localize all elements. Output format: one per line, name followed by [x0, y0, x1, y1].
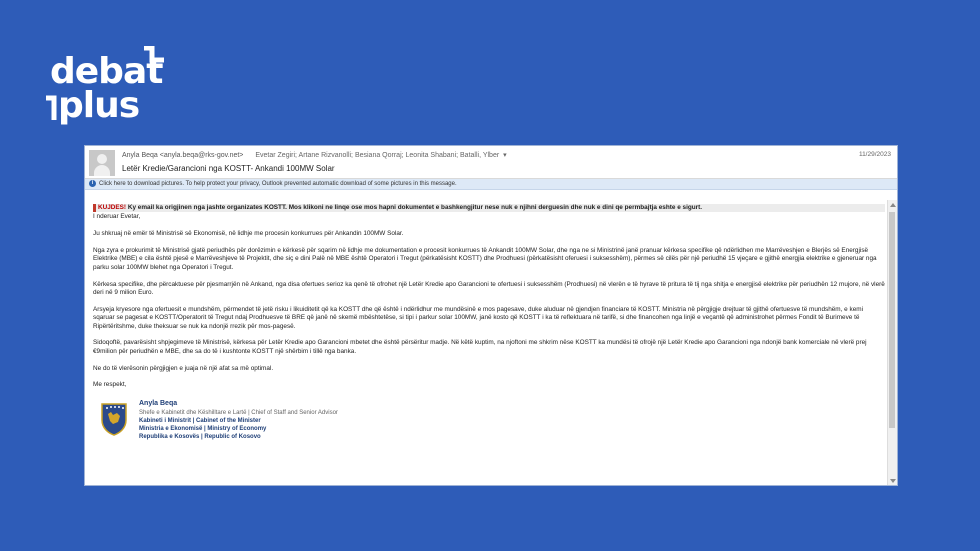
- email-header: [85, 146, 897, 179]
- body-paragraph: Nga zyra e prokurimit të Ministrisë gjatë periudhës për dorëzimin e kërkesë për sqarim në lidhje me dokumentation e procesit konkurrues të Ankandit 100MW Solar, dhe nga ne si Ministrinë janë pranuar kërkesa specifike që ndërlidhen me Marrëveshjen e Blerjës së Energjisë Elektrike (MBE) e cila është pjesë e Marrëveshjeve të Projektit, dhe siç e dini Palë në MBE është Operatori i Tregut (përkatësisht KOSTT) dhe Prodhuesi (përkatësisht oferuesi i suksesshëm), përmes së cilës për një periudhë 15 vjeçare e gjithë energjia elektrike e gjeneruar nga parku solar 100MW blehet nga Operatori i Tregut.: [93, 247, 877, 271]
- info-icon: i: [89, 180, 96, 187]
- signature-block: [93, 398, 885, 448]
- logo-word-plus: plus: [58, 85, 140, 126]
- signature-text: [139, 400, 338, 441]
- closing: Me respekt,: [93, 381, 127, 389]
- recipients-expand-icon[interactable]: ▾: [503, 152, 507, 159]
- greeting: I nderuar Evetar,: [93, 213, 141, 221]
- debatplus-logo: [44, 46, 174, 130]
- scroll-thumb[interactable]: [889, 212, 895, 428]
- recipients-list[interactable]: Evetar Zegiri; Artane Rizvanolli; Besiana Qorraj; Leonita Shabani; Batalli, Ylber: [255, 152, 500, 159]
- logo-corner-mark-icon: [140, 46, 166, 72]
- signature-name: Anyla Beqa: [139, 400, 178, 408]
- kosovo-emblem-icon: [99, 402, 129, 436]
- warning-label: KUJDES!: [98, 204, 127, 211]
- email-body: [93, 204, 885, 484]
- email-date: 11/29/2023: [858, 151, 891, 158]
- body-paragraph: Sidoqoftë, pavarësisht shpjegimeve të Ministrisë, kërkesa për Letër Kredie apo Garancioni mbetet dhe është përsëritur madje. Në këtë kuptim, na njoftoni me shkrim nëse KOSTT ka mundësi të ofrojë një Letër Kredie apo Garancioni nga ndonjë bank komerciale në vlerë prej €9milion për periudhën e MBE, dhe sa do të i kushtonte KOSTT një shërbim i tillë nga banka.: [93, 339, 867, 355]
- signature-title: Shefe e Kabinetit dhe Këshilltare e Lartë | Chief of Staff and Senior Advisor: [139, 409, 338, 416]
- download-pictures-text[interactable]: Click here to download pictures. To help protect your privacy, Outlook prevented automatic download of some pictures in this message.: [99, 181, 457, 187]
- scroll-up-icon[interactable]: [890, 203, 896, 207]
- body-paragraph: Ju shkruaj në emër të Ministrisë së Ekonomisë, në lidhje me procesin konkurrues për Ankandin 100MW Solar.: [93, 230, 404, 238]
- email-window: [84, 145, 898, 486]
- signature-line-ministry: Ministria e Ekonomisë | Ministry of Economy: [139, 426, 267, 433]
- sender-address[interactable]: Anyla Beqa <anyla.beqa@rks-gov.net>: [122, 152, 244, 159]
- from-line: [122, 151, 507, 159]
- download-pictures-bar[interactable]: [85, 179, 897, 190]
- logo-bottom-mark-icon: [44, 94, 60, 124]
- sender-avatar[interactable]: [89, 150, 115, 176]
- email-subject: Letër Kredie/Garancioni nga KOSTT- Ankandi 100MW Solar: [122, 164, 335, 173]
- logo-word-debat: debat: [50, 51, 163, 92]
- signature-line-cabinet: Kabineti i Ministrit | Cabinet of the Minister: [139, 417, 261, 424]
- signature-line-republic: Republika e Kosovës | Republic of Kosovo: [139, 434, 261, 441]
- vertical-scrollbar[interactable]: [887, 200, 897, 486]
- body-paragraph: Arsyeja kryesore nga ofertuesit e mundshëm, përmendet të jetë risku i likuiditetit që ka KOSTT dhe që është i ndërlidhur me mundësinë e mos pagesave, duke aluduar në gjendjen financiare të KOSTT. Ministria në përgjigje drejtuar të gjithë ofertuesve të mundshëm, e kemi sqaruar se pagesat e KOSTT/Operatorit të Tregut ndaj Prodhuesve të BRE që janë në skemë mbështetëse, si tipi i parkur solar 100MW, janë kosto që KOSTT i ka të reflektuara në tarifë, si dhe financohen nga linjë e veçantë që administrohet përmes Fondit të Burimeve të Ripërtëritshme, duke theksuar se nuk ka ndonjë rrezik për mos-pagesë.: [93, 305, 864, 330]
- scroll-down-icon[interactable]: [890, 479, 896, 483]
- external-warning-banner: [93, 204, 885, 212]
- warning-text: Ky email ka origjinen nga jashte organizates KOSTT. Mos klikoni ne linqe ose mos hapni dokumentet e bashkengjitur nese nuk e njihni derguesin dhe nuk e dini qe permbajtja eshte e sigurt.: [126, 204, 703, 211]
- body-paragraph: Kërkesa specifike, dhe përcaktuese për pjesmarrjën në Ankand, nga disa ofertues serioz ka qenë të ofrohet një Letër Kredie apo Garancioni te ofertuesi i suksesshëm (Prodhuesi) në vlerën e të hyrave të pritura të tij nga shitja e energjisë elektrike për periudhën 12 mujore, në vlerë deri në 9 milion Euro.: [93, 280, 885, 297]
- body-paragraph: Ne do të vlerësonin përgjigjen e juaja në një afat sa më optimal.: [93, 364, 274, 372]
